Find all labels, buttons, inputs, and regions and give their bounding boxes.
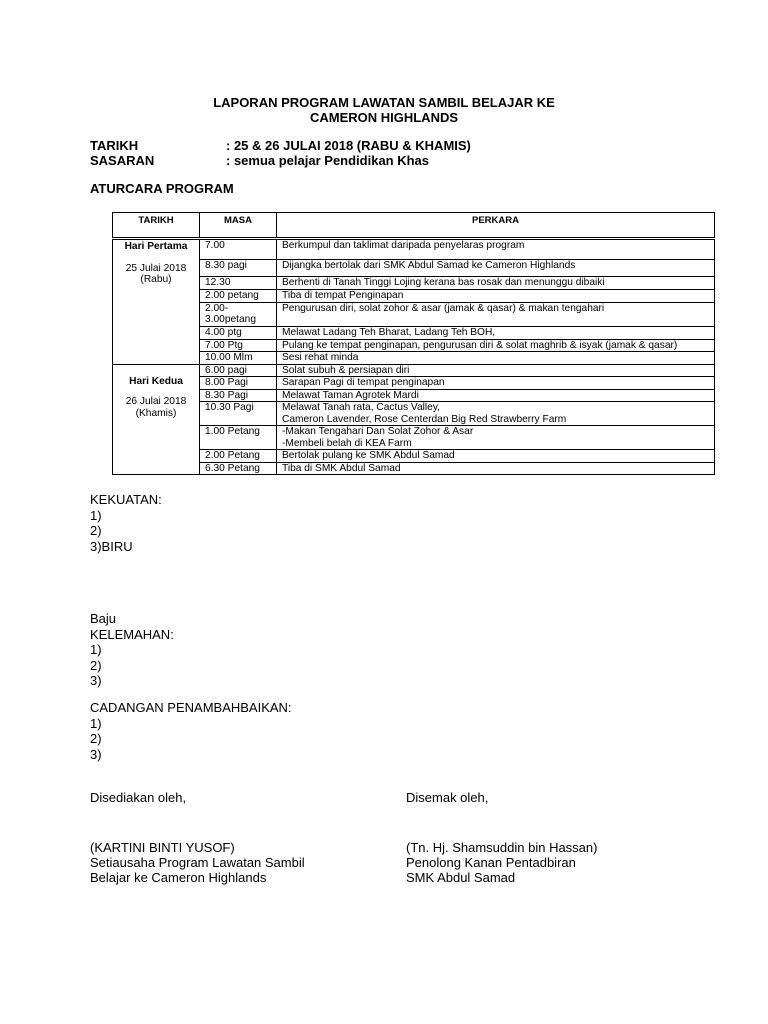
sasaran-value: : semua pelajar Pendidikan Khas xyxy=(226,153,430,168)
time-cell: 10.00 Mlm xyxy=(200,352,277,365)
list-item: 1) xyxy=(90,715,102,731)
item-line: -Makan Tengahari Dan Solat Zohor & Asar xyxy=(282,426,474,437)
prepared-by-label: Disediakan oleh, xyxy=(90,790,187,805)
item-cell: Pulang ke tempat penginapan, pengurusan diri & solat maghrib & isyak (jamak & qasar) xyxy=(277,339,715,352)
list-item: 3)BIRU xyxy=(90,538,133,554)
header-tarikh: TARIKH xyxy=(113,213,200,239)
time-cell: 7.00 xyxy=(200,239,277,260)
item-cell xyxy=(277,426,715,450)
program-heading: ATURCARA PROGRAM xyxy=(90,181,234,196)
time-cell: 6.00 pagi xyxy=(200,364,277,377)
time-cell: 1.00 Petang xyxy=(200,426,277,450)
time-cell: 8.00 Pagi xyxy=(200,377,277,390)
item-cell: Melawat Ladang Teh Bharat, Ladang Teh BOH, xyxy=(277,326,715,339)
table-row xyxy=(113,364,715,377)
item-cell: Dijangka bertolak dari SMK Abdul Samad ke Cameron Highlands xyxy=(277,260,715,277)
cadangan-section xyxy=(90,700,292,762)
item-cell: Berhenti di Tanah Tinggi Lojing kerana bas rosak dan menunggu dibaiki xyxy=(277,277,715,290)
item-line: Cameron Lavender, Rose Centerdan Big Red Strawberry Farm xyxy=(282,413,567,425)
table-row xyxy=(113,426,715,450)
item-cell: Tiba di tempat Penginapan xyxy=(277,290,715,303)
kelemahan-section xyxy=(90,611,174,689)
preparer-block xyxy=(90,840,305,885)
item-line: Melawat Tanah rata, Cactus Valley, xyxy=(282,402,440,413)
item-cell: Bertolak pulang ke SMK Abdul Samad xyxy=(277,450,715,463)
report-title-line2: CAMERON HIGHLANDS xyxy=(309,110,459,125)
item-cell xyxy=(277,402,715,426)
tarikh-label: TARIKH xyxy=(90,138,139,153)
kekuatan-section xyxy=(90,492,162,554)
time-cell: 6.30 Petang xyxy=(200,462,277,475)
time-line: 2.00- xyxy=(205,302,229,314)
reviewer-block xyxy=(406,840,597,885)
table-row xyxy=(113,402,715,426)
day2-name: Hari Kedua xyxy=(129,375,183,387)
table-row xyxy=(113,239,715,260)
table-row xyxy=(113,389,715,402)
table-row xyxy=(113,450,715,463)
cadangan-heading: CADANGAN PENAMBAHBAIKAN: xyxy=(90,700,292,715)
day2-date: 26 Julai 2018 (Khamis) xyxy=(125,396,187,419)
day1-name: Hari Pertama xyxy=(124,241,188,252)
time-cell: 7.00 Ptg xyxy=(200,339,277,352)
reviewed-by-label: Disemak oleh, xyxy=(406,790,489,805)
preparer-name: (KARTINI BINTI YUSOF) xyxy=(90,840,235,855)
item-cell: Sarapan Pagi di tempat penginapan xyxy=(277,377,715,390)
sasaran-label: SASARAN xyxy=(90,153,155,168)
list-item: 2) xyxy=(90,731,102,746)
table-row xyxy=(113,260,715,277)
time-cell: 2.00 Petang xyxy=(200,450,277,463)
kekuatan-heading: KEKUATAN: xyxy=(90,492,162,507)
item-cell: Melawat Taman Agrotek Mardi xyxy=(277,389,715,402)
preparer-role-line1: Setiausaha Program Lawatan Sambil xyxy=(90,855,305,870)
list-item: 2) xyxy=(90,523,102,538)
report-title-line1: LAPORAN PROGRAM LAWATAN SAMBIL BELAJAR KE xyxy=(213,95,555,110)
preparer-role-line2: Belajar ke Cameron Highlands xyxy=(90,870,267,885)
table-row xyxy=(113,277,715,290)
kelemahan-heading: KELEMAHAN: xyxy=(90,626,174,642)
schedule-table xyxy=(112,212,715,475)
reviewer-role-line1: Penolong Kanan Pentadbiran xyxy=(406,855,576,870)
table-row xyxy=(113,290,715,303)
list-item: 3) xyxy=(90,746,102,762)
day1-date: 25 Julai 2018 (Rabu) xyxy=(125,262,187,285)
table-row xyxy=(113,352,715,365)
time-cell: 2.00 petang xyxy=(200,290,277,303)
list-item: 3) xyxy=(90,673,102,688)
table-row xyxy=(113,302,715,326)
day2-cell xyxy=(113,364,200,475)
table-header-row xyxy=(113,213,715,239)
list-item: 2) xyxy=(90,657,102,673)
list-item: 1) xyxy=(90,507,102,523)
time-cell: 8.30 pagi xyxy=(200,260,277,277)
baju-text: Baju xyxy=(90,611,117,626)
time-cell xyxy=(200,302,277,326)
item-cell: Sesi rehat minda xyxy=(277,352,715,365)
time-cell: 10.30 Pagi xyxy=(200,402,277,426)
item-cell: Tiba di SMK Abdul Samad xyxy=(277,462,715,475)
header-masa: MASA xyxy=(200,213,277,239)
day1-cell xyxy=(113,239,200,365)
reviewer-role-line2: SMK Abdul Samad xyxy=(406,870,516,885)
item-line: -Membeli belah di KEA Farm xyxy=(282,437,412,449)
item-cell: Pengurusan diri, solat zohor & asar (jamak & qasar) & makan tengahari xyxy=(277,302,715,326)
table-row xyxy=(113,462,715,475)
time-cell: 12.30 xyxy=(200,277,277,290)
table-row xyxy=(113,377,715,390)
time-cell: 8.30 Pagi xyxy=(200,389,277,402)
reviewer-name: (Tn. Hj. Shamsuddin bin Hassan) xyxy=(406,840,598,855)
table-row xyxy=(113,326,715,339)
list-item: 1) xyxy=(90,642,102,657)
item-cell: Berkumpul dan taklimat daripada penyelaras program xyxy=(277,239,715,260)
table-row xyxy=(113,339,715,352)
time-line: 3.00petang xyxy=(205,314,256,325)
tarikh-value: : 25 & 26 JULAI 2018 (RABU & KHAMIS) xyxy=(226,138,471,153)
time-cell: 4.00 ptg xyxy=(200,326,277,339)
header-perkara: PERKARA xyxy=(277,213,715,239)
item-cell: Solat subuh & persiapan diri xyxy=(277,364,715,377)
